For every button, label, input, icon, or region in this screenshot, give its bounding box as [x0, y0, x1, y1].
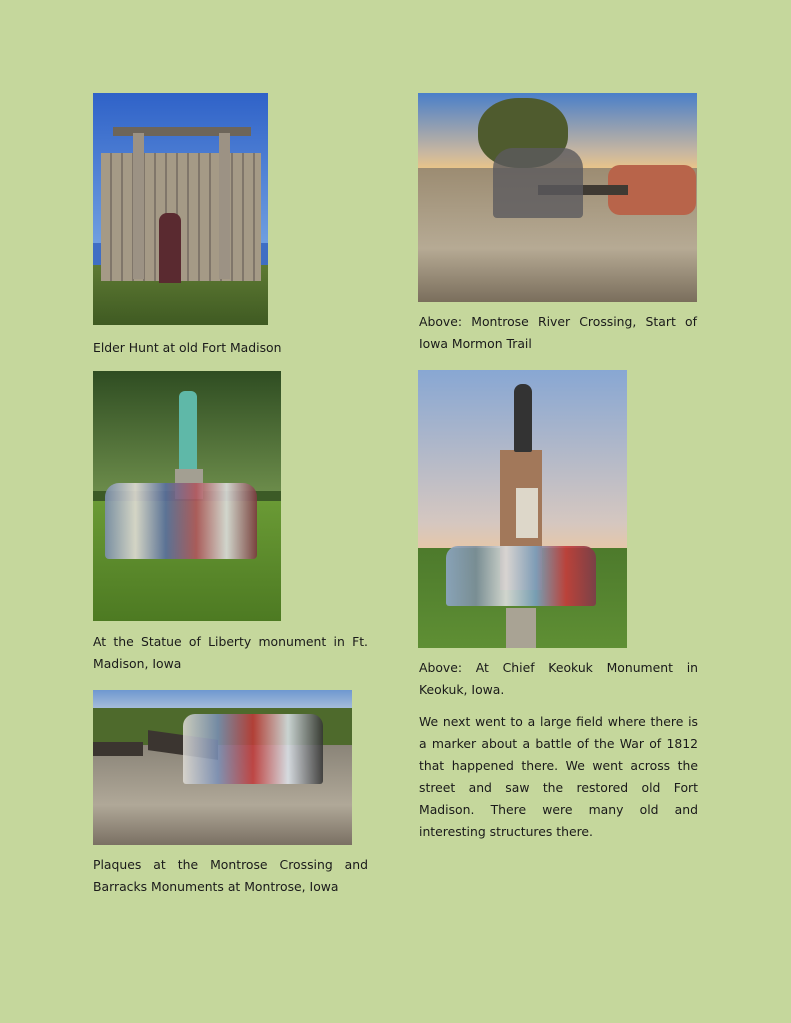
photo-fort-madison — [93, 93, 268, 325]
caption-montrose-plaques: Plaques at the Montrose Crossing and Barracks Monuments at Montrose, Iowa — [93, 857, 368, 894]
photo-chief-keokuk-monument — [418, 370, 627, 648]
caption-montrose-river-crossing: Above: Montrose River Crossing, Start of Iowa Mormon Trail — [419, 314, 697, 351]
photo-statue-of-liberty — [93, 371, 281, 621]
caption-chief-keokuk-monument: Above: At Chief Keokuk Monument in Keokuk, Iowa. — [419, 660, 698, 697]
body-paragraph: We next went to a large field where there is a marker about a battle of the War of 1812 that happened there. We went across the street and saw the restored old Fort Madison. There were many old and interesting structures there. — [419, 714, 698, 839]
photo-montrose-plaques — [93, 690, 352, 845]
caption-statue-of-liberty: At the Statue of Liberty monument in Ft. Madison, Iowa — [93, 634, 368, 671]
caption-fort-madison: Elder Hunt at old Fort Madison — [93, 340, 282, 355]
photo-montrose-river-crossing — [418, 93, 697, 302]
